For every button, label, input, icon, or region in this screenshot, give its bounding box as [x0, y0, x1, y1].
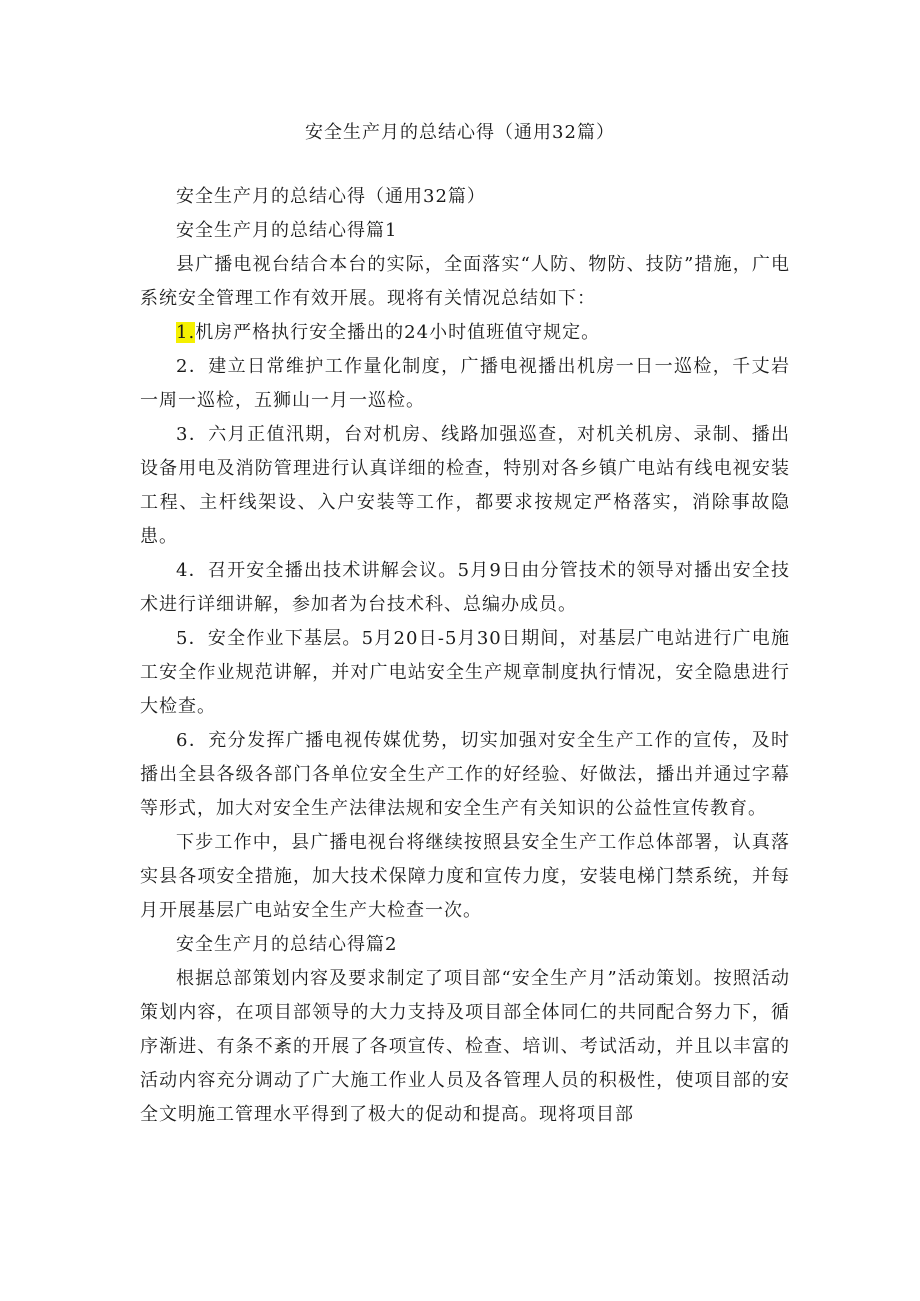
list-item-text: 机房严格执行安全播出的24小时值班值守规定。: [195, 322, 601, 343]
list-item-5: 5．安全作业下基层。5月20日-5月30日期间，对基层广电站进行广电施工安全作业规范讲解，并对广电站安全生产规章制度执行情况，安全隐患进行大检查。: [140, 628, 790, 717]
paragraph-subtitle: 安全生产月的总结心得（通用32篇）: [176, 186, 486, 207]
list-item-1: [140, 316, 790, 350]
list-item-6: 6．充分发挥广播电视传媒优势，切实加强对安全生产工作的宣传，及时播出全县各级各部门各单位安全生产工作的好经验、好做法，播出并通过字幕等形式，加大对安全生产法律法规和安全生产有关知识的公益性宣传教育。: [140, 730, 790, 819]
document-body: [140, 180, 790, 1132]
highlighted-marker: 1.: [176, 322, 196, 343]
section-heading-2: 安全生产月的总结心得篇2: [176, 934, 398, 955]
list-item-4: 4．召开安全播出技术讲解会议。5月9日由分管技术的领导对播出安全技术进行详细讲解，参加者为台技术科、总编办成员。: [140, 560, 790, 615]
paragraph: 根据总部策划内容及要求制定了项目部“安全生产月”活动策划。按照活动策划内容，在项目部领导的大力支持及项目部全体同仁的共同配合努力下，循序渐进、有条不紊的开展了各项宣传、检查、培训、考试活动，并且以丰富的活动内容充分调动了广大施工作业人员及各管理人员的积极性，使项目部的安全文明施工管理水平得到了极大的促动和提高。现将项目部: [140, 968, 790, 1125]
list-item-2: 2．建立日常维护工作量化制度，广播电视播出机房一日一巡检，千丈岩一周一巡检，五狮山一月一巡检。: [140, 356, 790, 411]
paragraph: 县广播电视台结合本台的实际，全面落实“人防、物防、技防”措施，广电系统安全管理工作有效开展。现将有关情况总结如下：: [140, 254, 790, 309]
document-title: 安全生产月的总结心得（通用32篇）: [305, 122, 615, 143]
section-heading-1: 安全生产月的总结心得篇1: [176, 220, 398, 241]
paragraph: 下步工作中，县广播电视台将继续按照县安全生产工作总体部署，认真落实县各项安全措施，加大技术保障力度和宣传力度，安装电梯门禁系统，并每月开展基层广电站安全生产大检查一次。: [140, 832, 790, 921]
list-item-3: 3．六月正值汛期，台对机房、线路加强巡查，对机关机房、录制、播出设备用电及消防管理进行认真详细的检查，特别对各乡镇广电站有线电视安装工程、主杆线架设、入户安装等工作，都要求按规定严格落实，消除事故隐患。: [140, 424, 790, 547]
